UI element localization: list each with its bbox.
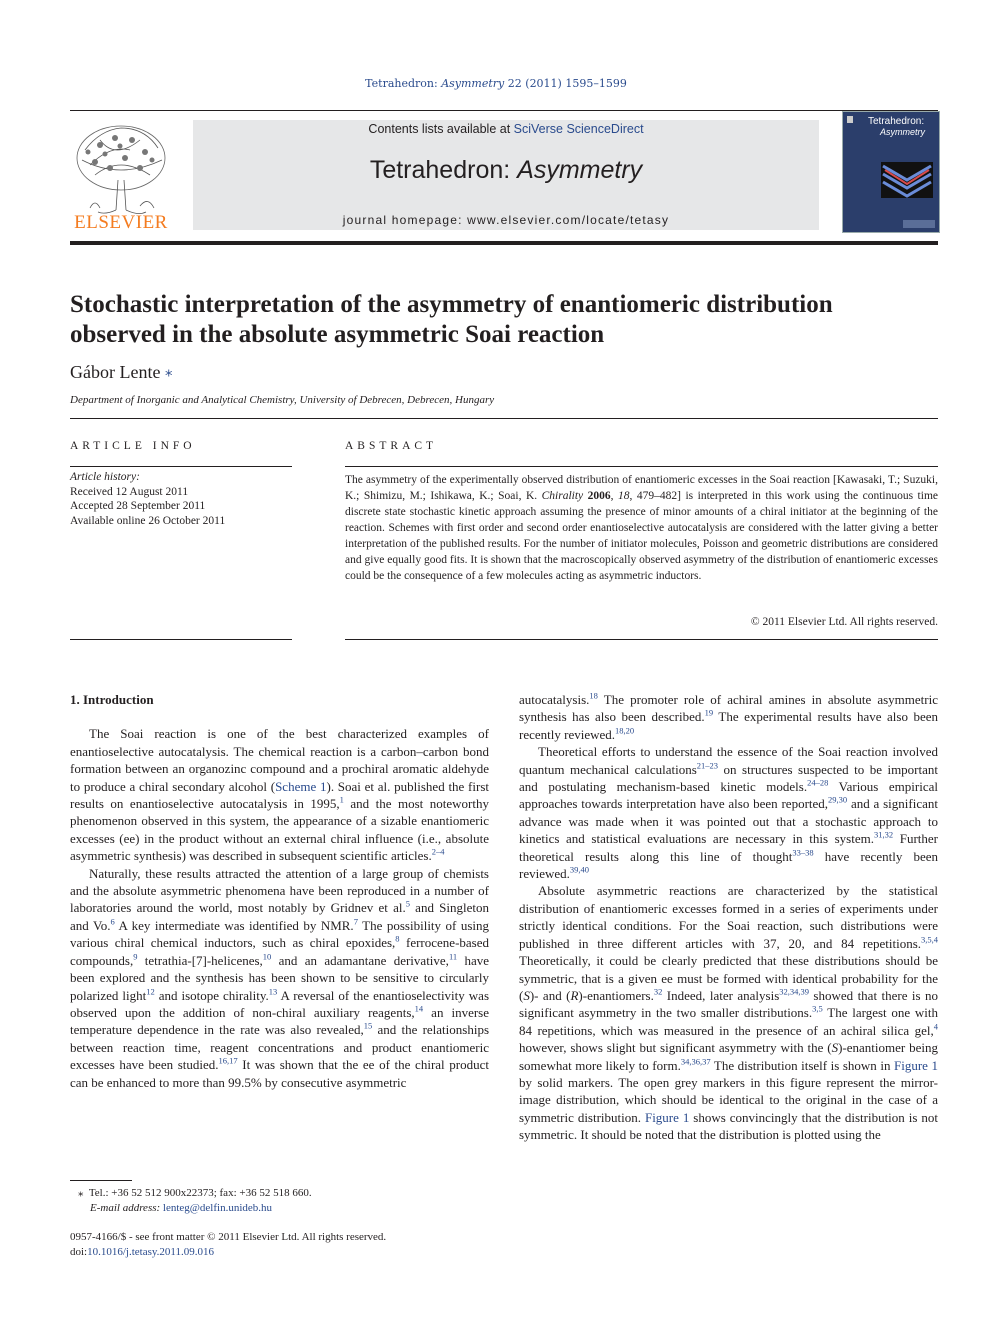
author-affiliation: Department of Inorganic and Analytical Chemistry, University of Debrecen, Debrecen, Hungary <box>70 394 495 406</box>
footnote-rule <box>70 1180 132 1181</box>
ref-link[interactable]: 14 <box>414 1003 424 1014</box>
ref-link[interactable]: 10 <box>262 951 272 962</box>
header-rule <box>70 241 938 245</box>
journal-homepage[interactable]: journal homepage: www.elsevier.com/locate/tetasy <box>342 213 670 227</box>
author-name: Gábor Lente ⁎ <box>70 362 173 382</box>
scheme-link[interactable]: Scheme 1 <box>275 778 327 794</box>
figure-link[interactable]: Figure 1 <box>894 1057 938 1073</box>
ref-link[interactable]: 18,20 <box>615 725 635 736</box>
paragraph: The Soai reaction is one of the best characterized examples of enantioselective autocatalysis. The chemical reaction is a carbon–carbon bond formation between an organozinc compound and a prochiral aromatic aldehyde to produce a chiral secondary alcohol (Scheme 1). Soai et al. published the first results on enantioselective autocatalysis in 1995,$^1$ and the most noteworthy phenomenon observed in this system, the appearance of a sizable enantiomeric excesses (ee) in the product without an external chiral influence (i.e., absolute asymmetric synthesis) was described in subsequent scientific articles.$^{2-4}$ <box>70 726 489 864</box>
ref-link[interactable]: 32,34,39 <box>779 986 809 997</box>
article-info-heading: ARTICLE INFO <box>70 440 196 452</box>
ref-link[interactable]: 12 <box>146 986 155 997</box>
ref-link[interactable]: 13 <box>268 986 278 997</box>
info-bottom-rule <box>70 639 292 640</box>
ref-link[interactable]: 21–23 <box>696 760 719 771</box>
ref-link[interactable]: 9 <box>133 951 138 962</box>
figure-link[interactable]: Figure 1 <box>644 1109 690 1125</box>
top-rule <box>70 110 938 111</box>
body-left-column <box>70 691 489 1091</box>
ref-link[interactable]: 31,32 <box>873 829 894 840</box>
ref-link[interactable]: 34,36,37 <box>680 1056 711 1067</box>
ref-link[interactable]: 29,30 <box>828 795 848 806</box>
ref-link[interactable]: 18 <box>589 690 598 701</box>
ref-link[interactable]: 4 <box>933 1021 938 1032</box>
ref-link[interactable]: 15 <box>363 1020 373 1031</box>
journal-title: Tetrahedron: Asymmetry <box>369 156 643 184</box>
publisher-wordmark: ELSEVIER <box>74 212 168 233</box>
ref-link[interactable]: 19 <box>704 708 714 719</box>
ref-link[interactable]: 3,5 <box>812 1003 823 1014</box>
ref-link[interactable]: 11 <box>448 951 458 962</box>
abstract-heading: ABSTRACT <box>345 440 438 452</box>
paragraph: Theoretical efforts to understand the essence of the Soai reaction involved quantum mechanical calculations$^{21-23}$ on structures suspected to be important and postulating mechanism-based kinetic models.$^{24-28}$ Various empirical approaches towards interpretation have also been reported,$^{29,30}$ and a significant advance was made when it was pointed out that a stochastic approach to kinetics and statistical evaluations are necessary in this system.$^{31,32}$ Further theoretical results along this line of thought$^{33-38}$ have recently been reviewed.$^{39,40}$ <box>519 744 939 882</box>
doi-link[interactable]: 10.1016/j.tetasy.2011.09.016 <box>87 1246 215 1258</box>
author-footnote-link[interactable]: ⁎ <box>164 364 173 380</box>
ref-link[interactable]: 33–38 <box>792 847 814 858</box>
ref-link[interactable]: 32 <box>653 986 663 997</box>
article-history: Article history: Received 12 August 2011 Accepted 28 September 2011 Available online 26 October 2011 <box>70 471 226 527</box>
ref-link[interactable]: 8 <box>395 933 400 944</box>
doi-line: doi:10.1016/j.tetasy.2011.09.016 <box>70 1246 215 1258</box>
sciencedirect-link[interactable]: SciVerse ScienceDirect <box>513 122 644 136</box>
ref-link[interactable]: 7 <box>353 916 358 927</box>
ref-link[interactable]: 2–4 <box>431 846 445 857</box>
section-heading: 1. Introduction <box>70 692 154 707</box>
body-right-column <box>519 691 938 1144</box>
section-rule <box>70 418 938 419</box>
abstract-bottom-rule <box>345 639 938 640</box>
paragraph: Absolute asymmetric reactions are characterized by the statistical distribution of enantiomeric excesses formed in a series of experiments under strictly identical conditions. For the Soai reaction, such distributions were published in three different articles with 37, 20, and 84 repetitions.$^{3,5,4}$ Theoretically, it could be clearly predicted that these distributions should be symmetric, that is a given ee must be formed with identical probability for the (S)- and (R)-enantiomers.$^{32}$ Indeed, later analysis$^{32,34,39}$ showed that there is no significant asymmetry in the two smaller distributions.$^{3,5}$ The largest one with 84 repetitions, which was measured in the presence of an achiral silica gel,$^4$ however, shows slight but significant asymmetry with the (S)-enantiomer being somewhat more likely to form.$^{34,36,37}$ The distribution itself is shown in Figure 1 by solid markers. The open grey markers in this figure represent the mirror-image distribution, which should be identical to the original in the case of a symmetric distribution. Figure 1 shows convincingly that the distribution is not symmetric. It should be noted that the distribution is plotted using the <box>519 883 938 1143</box>
paragraph: autocatalysis.$^{18}$ The promoter role of achiral amines in absolute asymmetric synthesis has also been described.$^{19}$ The experimental results have also been recently reviewed.$^{18,20}$ <box>519 690 938 742</box>
article-title: Stochastic interpretation of the asymmetry of enantiomeric distribution observed in the absolute asymmetric Soai reaction <box>70 291 833 348</box>
ref-link[interactable]: 6 <box>110 916 115 927</box>
contents-line: Contents lists available at SciVerse ScienceDirect <box>368 122 644 136</box>
ref-link[interactable]: 3,5,4 <box>921 934 938 945</box>
ref-link[interactable]: 24–28 <box>807 777 829 788</box>
ref-link[interactable]: 1 <box>339 794 344 805</box>
author-footnote: ⁎ Tel.: +36 52 512 900x22373; fax: +36 52 518 660. E-mail address: lenteg@delfin.unideb.hu <box>78 1187 312 1214</box>
ref-link[interactable]: 39,40 <box>569 864 590 875</box>
cover-title: Tetrahedron: Asymmetry <box>868 116 925 137</box>
info-rule <box>70 466 292 467</box>
ref-link[interactable]: 5 <box>405 899 410 910</box>
paragraph: Naturally, these results attracted the attention of a large group of chemists and the absolute asymmetric phenomena have been reproduced in a number of laboratories around the world, most notably by Gridnev et al.$^5$ and Singleton and Vo.$^6$ A key intermediate was identified by NMR.$^7$ The possibility of using various chiral chemical inductors, such as chiral epoxides,$^8$ ferrocene-based compounds,$^9$ tetrathia-[7]-helicenes,$^{10}$ and an adamantane derivative,$^{11}$ have been explored and the synthesis has been shown to be sensitive to circularly polarized light$^{12}$ and isotope chirality.$^{13}$ A reversal of the enantioselectivity was observed upon the addition of non-chiral auxiliary reagents,$^{14}$ an inverse temperature dependence in the rate was also revealed,$^{15}$ and the relationships between reaction time, reagent concentrations and product enantiomeric excesses have been studied.$^{16,17}$ It was shown that the ee of the chiral product can be enhanced to more than 99.5% by consecutive asymmetric <box>70 865 490 1090</box>
abstract-text: The asymmetry of the experimentally observed distribution of enantiomeric excesses in the Soai reaction [Kawasaki, T.; Suzuki, K.; Shimizu, M.; Ishikawa, K.; Soai, K. Chirality 2006, 18, 479–482] is interpreted in this work using the continuous time discrete state stochastic kinetic approach assuming the presence of minor amounts of a chiral initiator at the beginning of the reaction. Schemes with first order and second order enantioselective autocatalysis are considered with the latter giving a better interpretation of the published results. For the number of initiator molecules, Poisson and geometric distributions are considered and give equally good fits. It is shown that the macroscopically observed asymmetry of the distribution of enantiomeric excesses could be the consequence of a few molecules acting as asymmetric inductors. <box>345 474 938 582</box>
abstract-rule <box>345 466 938 467</box>
copyright-notice: © 2011 Elsevier Ltd. All rights reserved. <box>750 616 938 628</box>
journal-reference[interactable]: Tetrahedron: Asymmetry 22 (2011) 1595–1599 <box>365 77 627 90</box>
issn-line: 0957-4166/$ - see front matter © 2011 Elsevier Ltd. All rights reserved. <box>70 1231 387 1243</box>
email-link[interactable]: lenteg@delfin.unideb.hu <box>162 1201 273 1214</box>
ref-link[interactable]: 16,17 <box>218 1055 238 1066</box>
